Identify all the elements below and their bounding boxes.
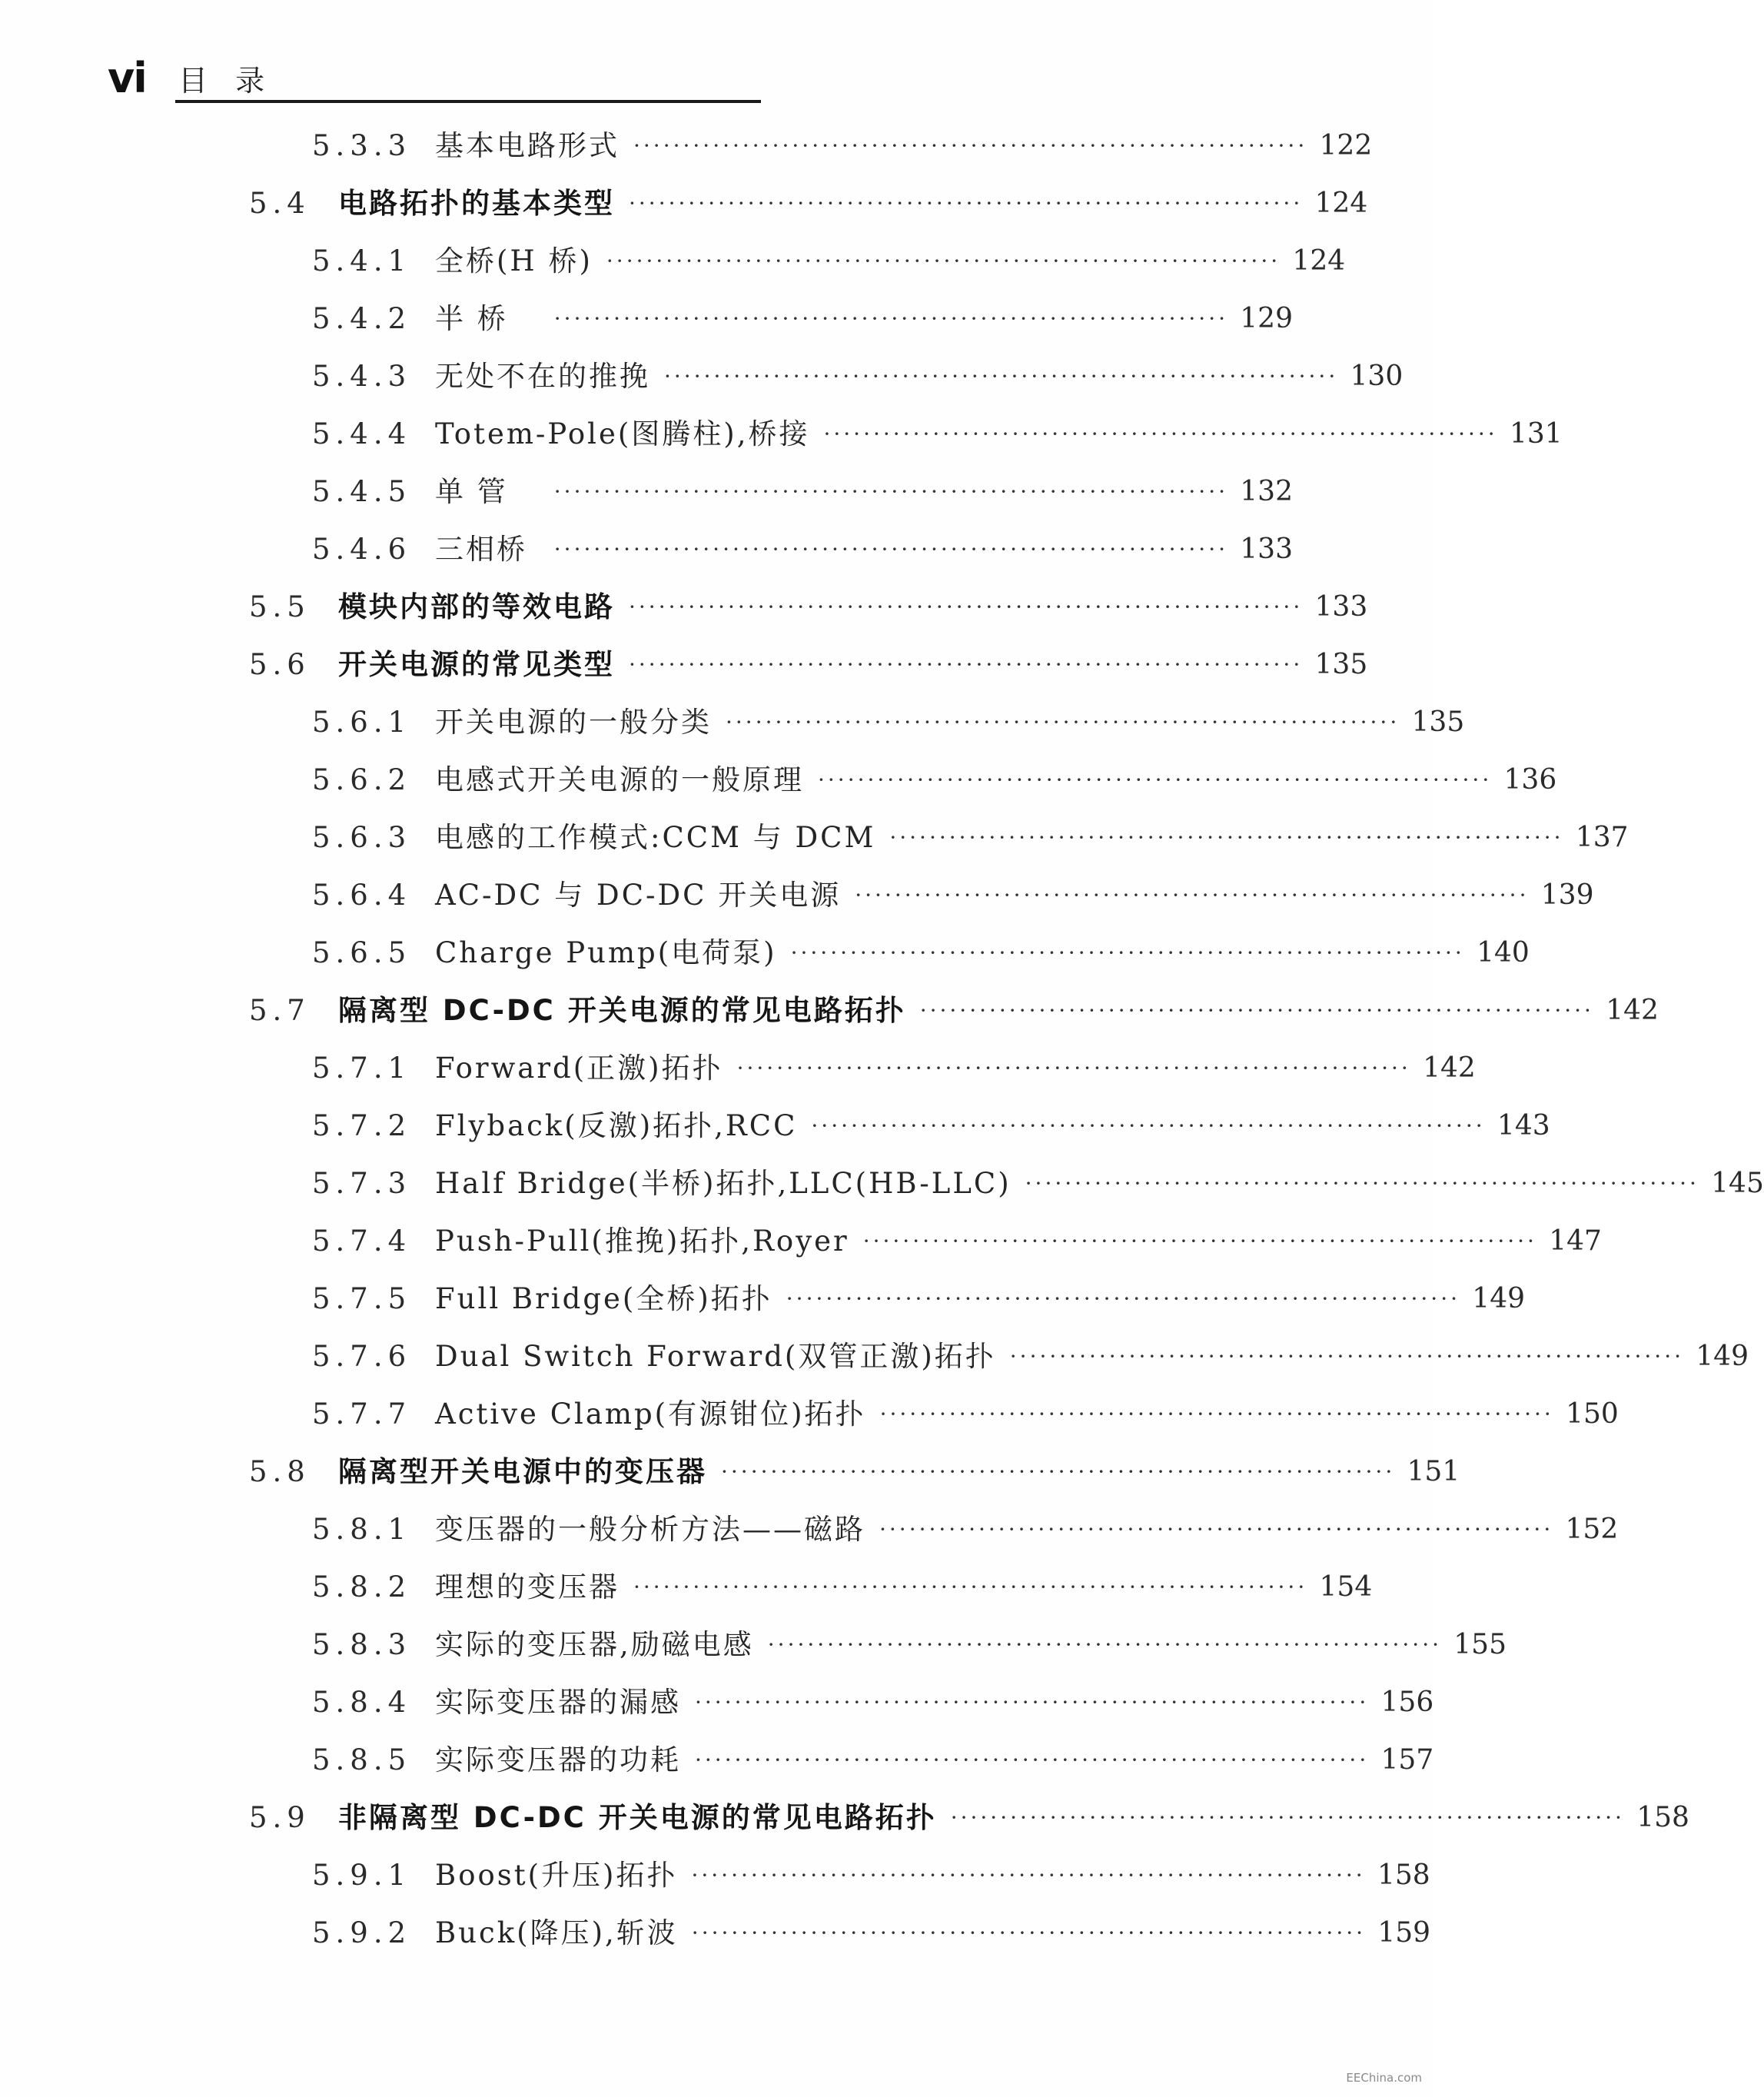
toc-entry-page: 158 bbox=[1377, 1859, 1430, 1891]
toc-entry bbox=[312, 1045, 1476, 1092]
toc-leader-dots: ···································································· bbox=[695, 1690, 1370, 1715]
toc-entry-title: Charge Pump(电荷泵) bbox=[435, 936, 777, 969]
toc-entry-number: 5.8.5 bbox=[312, 1743, 412, 1776]
toc-entry-title: 实际变压器的功耗 bbox=[435, 1743, 681, 1776]
toc-entry bbox=[312, 1334, 1749, 1380]
toc-entry-title: Half Bridge(半桥)拓扑,LLC(HB-LLC) bbox=[435, 1167, 1012, 1200]
toc-entry-title: 电路拓扑的基本类型 bbox=[338, 187, 615, 220]
toc-leader-dots: ···································································· bbox=[736, 1055, 1411, 1081]
toc-entry bbox=[312, 757, 1557, 803]
toc-leader-dots: ···································································· bbox=[919, 998, 1594, 1023]
toc-entry-page: 124 bbox=[1314, 188, 1368, 219]
toc-entry-page: 129 bbox=[1240, 303, 1293, 334]
toc-entry-number: 5.7 bbox=[249, 994, 311, 1027]
toc-entry-number: 5.6.4 bbox=[312, 879, 412, 912]
toc-leader-dots: ···································································· bbox=[629, 191, 1304, 216]
toc-leader-dots: ···································································· bbox=[1025, 1171, 1699, 1196]
toc-leader-dots: ···································································· bbox=[879, 1517, 1554, 1542]
toc-leader-dots: ···································································· bbox=[553, 306, 1228, 331]
toc-entry-page: 149 bbox=[1696, 1341, 1749, 1372]
toc-entry-number: 5.6.3 bbox=[312, 821, 412, 854]
toc-entry-title: Flyback(反激)拓扑,RCC bbox=[435, 1109, 798, 1142]
toc-leader-dots: ···································································· bbox=[691, 1920, 1367, 1946]
toc-entry-page: 135 bbox=[1314, 649, 1368, 680]
toc-entry bbox=[312, 1737, 1434, 1783]
toc-entry-page: 122 bbox=[1319, 130, 1373, 161]
toc-entry-page: 132 bbox=[1240, 476, 1293, 507]
page-number-roman: vi bbox=[108, 54, 146, 102]
toc-entry-number: 5.6 bbox=[249, 648, 311, 681]
toc-entry-title: 变压器的一般分析方法——磁路 bbox=[435, 1513, 865, 1546]
toc-entry bbox=[312, 700, 1465, 746]
toc-entry-page: 156 bbox=[1380, 1687, 1434, 1718]
toc-entry-page: 136 bbox=[1503, 764, 1557, 796]
toc-entry-title: 隔离型开关电源中的变压器 bbox=[338, 1455, 707, 1488]
toc-entry bbox=[249, 1795, 1689, 1841]
toc-leader-dots: ···································································· bbox=[633, 133, 1308, 158]
toc-leader-dots: ···································································· bbox=[862, 1228, 1537, 1254]
toc-entry bbox=[312, 1910, 1431, 1956]
toc-entry-page: 133 bbox=[1240, 533, 1293, 565]
toc-entry bbox=[312, 872, 1594, 919]
toc-leader-dots: ···································································· bbox=[790, 940, 1465, 965]
toc-leader-dots: ···································································· bbox=[553, 537, 1228, 562]
toc-entry-number: 5.6.2 bbox=[312, 763, 412, 796]
toc-leader-dots: ···································································· bbox=[629, 594, 1304, 620]
toc-entry-title: 基本电路形式 bbox=[435, 129, 620, 162]
toc-leader-dots: ···································································· bbox=[553, 479, 1228, 504]
toc-entry bbox=[312, 1391, 1619, 1437]
toc-entry-page: 159 bbox=[1377, 1917, 1431, 1949]
toc-entry-page: 137 bbox=[1575, 822, 1629, 853]
toc-leader-dots: ···································································· bbox=[633, 1574, 1308, 1600]
toc-entry bbox=[312, 1680, 1434, 1726]
toc-entry bbox=[312, 815, 1629, 861]
toc-entry-page: 135 bbox=[1411, 706, 1465, 738]
toc-entry-page: 150 bbox=[1566, 1398, 1619, 1430]
toc-leader-dots: ···································································· bbox=[629, 652, 1304, 677]
toc-entry bbox=[249, 181, 1368, 227]
toc-leader-dots: ···································································· bbox=[726, 710, 1400, 735]
toc-entry-title: 理想的变压器 bbox=[435, 1570, 620, 1603]
toc-entry bbox=[249, 1449, 1460, 1495]
toc-entry-title: 全桥(H 桥) bbox=[435, 244, 593, 277]
toc-entry bbox=[312, 354, 1404, 400]
toc-entry-page: 151 bbox=[1407, 1456, 1460, 1487]
toc-leader-dots: ···································································· bbox=[786, 1286, 1461, 1311]
toc-entry-number: 5.4.4 bbox=[312, 417, 412, 450]
toc-entry-title: Buck(降压),斩波 bbox=[435, 1916, 678, 1949]
toc-entry-title: 半 桥 bbox=[435, 302, 508, 335]
toc-entry bbox=[312, 1507, 1619, 1553]
toc-entry-number: 5.4 bbox=[249, 187, 311, 220]
toc-entry-title: Active Clamp(有源钳位)拓扑 bbox=[435, 1397, 866, 1431]
toc-leader-dots: ···································································· bbox=[823, 421, 1498, 447]
toc-entry-title: 开关电源的一般分类 bbox=[435, 706, 712, 739]
toc-entry-title: Full Bridge(全桥)拓扑 bbox=[435, 1282, 772, 1315]
toc-leader-dots: ···································································· bbox=[721, 1459, 1396, 1484]
toc-entry bbox=[312, 1564, 1373, 1610]
toc-entry bbox=[312, 527, 1293, 573]
toc-entry-number: 5.7.3 bbox=[312, 1167, 412, 1200]
toc-entry-number: 5.7.1 bbox=[312, 1052, 412, 1085]
toc-leader-dots: ···································································· bbox=[695, 1747, 1370, 1773]
toc-leader-dots: ···································································· bbox=[818, 767, 1493, 793]
toc-entry-page: 157 bbox=[1380, 1744, 1434, 1776]
toc-entry-number: 5.7.2 bbox=[312, 1109, 412, 1142]
toc-entry bbox=[249, 988, 1659, 1034]
toc-entry-page: 155 bbox=[1453, 1629, 1507, 1660]
header-title: 目 录 bbox=[178, 64, 274, 98]
toc-leader-dots: ···································································· bbox=[767, 1632, 1442, 1657]
toc-entry-title: 单 管 bbox=[435, 475, 508, 508]
toc-entry-number: 5.4.6 bbox=[312, 533, 412, 566]
toc-entry-number: 5.8 bbox=[249, 1455, 311, 1488]
toc-entry-number: 5.8.3 bbox=[312, 1628, 412, 1661]
toc-entry-title: Push-Pull(推挽)拓扑,Royer bbox=[435, 1225, 849, 1258]
toc-entry-page: 154 bbox=[1319, 1571, 1373, 1603]
toc-entry-number: 5.4.5 bbox=[312, 475, 412, 508]
toc-entry-title: Boost(升压)拓扑 bbox=[435, 1859, 678, 1892]
toc-leader-dots: ···································································· bbox=[664, 364, 1339, 389]
toc-entry-page: 142 bbox=[1606, 995, 1659, 1026]
watermark: EEChina.com bbox=[1346, 2071, 1422, 2085]
toc-entry-number: 5.8.1 bbox=[312, 1513, 412, 1546]
toc-entry-page: 133 bbox=[1314, 591, 1368, 623]
toc-entry-title: 模块内部的等效电路 bbox=[338, 590, 615, 623]
toc-entry-number: 5.9.2 bbox=[312, 1916, 412, 1949]
toc-entry-title: AC-DC 与 DC-DC 开关电源 bbox=[435, 879, 842, 912]
toc-entry bbox=[312, 1276, 1526, 1322]
toc-entry-title: 隔离型 DC-DC 开关电源的常见电路拓扑 bbox=[338, 994, 906, 1027]
toc-entry-page: 147 bbox=[1549, 1225, 1602, 1257]
toc-entry-number: 5.7.4 bbox=[312, 1225, 412, 1258]
toc-entry bbox=[249, 642, 1368, 688]
toc-entry-page: 152 bbox=[1565, 1514, 1619, 1545]
toc-leader-dots: ···································································· bbox=[811, 1113, 1486, 1138]
toc-entry-number: 5.9 bbox=[249, 1801, 311, 1834]
toc-entry bbox=[312, 411, 1563, 457]
toc-entry-title: 三相桥 bbox=[435, 533, 527, 566]
toc-entry-number: 5.5 bbox=[249, 590, 311, 623]
toc-entry-title: 电感的工作模式:CCM 与 DCM bbox=[435, 821, 876, 854]
toc-leader-dots: ···································································· bbox=[950, 1805, 1625, 1830]
toc-entry-title: Totem-Pole(图腾柱),桥接 bbox=[435, 417, 810, 450]
toc-entry-number: 5.6.1 bbox=[312, 706, 412, 739]
toc-entry-title: 实际变压器的漏感 bbox=[435, 1686, 681, 1719]
toc-entry-title: Dual Switch Forward(双管正激)拓扑 bbox=[435, 1340, 996, 1373]
toc-entry-page: 124 bbox=[1292, 245, 1346, 277]
toc-entry-number: 5.4.2 bbox=[312, 302, 412, 335]
toc-entry-number: 5.3.3 bbox=[312, 129, 412, 162]
toc-entry-page: 145 bbox=[1711, 1168, 1764, 1199]
toc-leader-dots: ···································································· bbox=[1009, 1344, 1684, 1369]
toc-entry bbox=[312, 1622, 1507, 1668]
toc-entry bbox=[312, 123, 1373, 169]
toc-leader-dots: ···································································· bbox=[889, 825, 1564, 850]
toc-leader-dots: ···································································· bbox=[691, 1863, 1366, 1888]
toc-entry bbox=[312, 1161, 1764, 1207]
toc-entry-page: 131 bbox=[1509, 418, 1563, 450]
toc-leader-dots: ···································································· bbox=[606, 248, 1281, 274]
toc-entry-number: 5.7.7 bbox=[312, 1397, 412, 1431]
toc-entry-page: 142 bbox=[1423, 1052, 1476, 1084]
toc-entry-page: 140 bbox=[1477, 937, 1530, 969]
toc-entry bbox=[312, 1218, 1602, 1265]
toc-entry-title: 开关电源的常见类型 bbox=[338, 648, 615, 681]
toc-entry-number: 5.7.5 bbox=[312, 1282, 412, 1315]
toc-entry bbox=[312, 930, 1530, 976]
toc-entry-number: 5.9.1 bbox=[312, 1859, 412, 1892]
toc-entry-number: 5.6.5 bbox=[312, 936, 412, 969]
toc-entry-title: 电感式开关电源的一般原理 bbox=[435, 763, 804, 796]
toc-entry bbox=[312, 296, 1293, 342]
toc-entry bbox=[312, 469, 1293, 515]
toc-entry-number: 5.4.3 bbox=[312, 360, 412, 393]
toc-entry bbox=[312, 238, 1346, 284]
toc-leader-dots: ···································································· bbox=[855, 882, 1530, 908]
toc-entry-number: 5.8.2 bbox=[312, 1570, 412, 1603]
toc-entry-title: 非隔离型 DC-DC 开关电源的常见电路拓扑 bbox=[338, 1801, 937, 1834]
toc-entry-number: 5.8.4 bbox=[312, 1686, 412, 1719]
toc-entry bbox=[249, 584, 1368, 630]
toc-entry-page: 130 bbox=[1350, 361, 1404, 392]
toc-entry-page: 158 bbox=[1636, 1802, 1689, 1833]
toc-leader-dots: ···································································· bbox=[879, 1401, 1554, 1427]
toc-entry-number: 5.7.6 bbox=[312, 1340, 412, 1373]
toc-entry-title: 实际的变压器,励磁电感 bbox=[435, 1628, 754, 1661]
toc-entry-page: 143 bbox=[1497, 1110, 1550, 1142]
toc-entry-title: 无处不在的推挽 bbox=[435, 360, 650, 393]
toc-entry-page: 149 bbox=[1472, 1283, 1526, 1314]
toc-entry-title: Forward(正激)拓扑 bbox=[435, 1052, 723, 1085]
toc-entry-number: 5.4.1 bbox=[312, 244, 412, 277]
toc-entry bbox=[312, 1103, 1550, 1149]
toc-entry-page: 139 bbox=[1540, 879, 1594, 911]
toc-entry bbox=[312, 1853, 1430, 1899]
